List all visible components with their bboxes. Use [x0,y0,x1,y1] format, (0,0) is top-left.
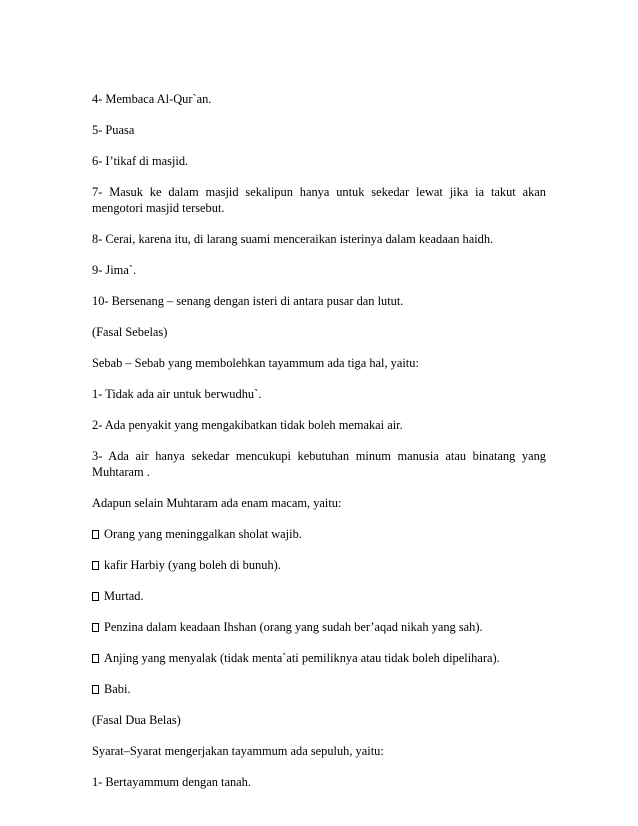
document-body [92,91,546,805]
bullet-box-icon [92,530,99,539]
bullet-item [92,619,546,635]
paragraph: Sebab – Sebab yang membolehkan tayammum ada tiga hal, yaitu: [92,356,419,370]
bullet-text: Penzina dalam keadaan Ihshan (orang yang sudah ber’aqad nikah yang sah). [104,620,483,634]
bullet-box-icon [92,561,99,570]
bullet-box-icon [92,623,99,632]
list-item: 4- Membaca Al-Qur`an. [92,92,212,106]
list-item: 10- Bersenang – senang dengan isteri di antara pusar dan lutut. [92,294,404,308]
paragraph: Adapun selain Muhtaram ada enam macam, yaitu: [92,496,342,510]
bullet-text: Murtad. [104,589,144,603]
list-item: 3- Ada air hanya sekedar mencukupi kebutuhan minum manusia atau binatang yang Muhtaram . [92,449,546,479]
list-item: 1- Bertayammum dengan tanah. [92,775,251,789]
bullet-text: Babi. [104,682,131,696]
bullet-item [92,650,546,666]
list-item: 7- Masuk ke dalam masjid sekalipun hanya untuk sekedar lewat jika ia takut akan mengotori masjid tersebut. [92,185,546,215]
bullet-text: Anjing yang menyalak (tidak menta`ati pemiliknya atau tidak boleh dipelihara). [104,651,500,665]
list-item: 8- Cerai, karena itu, di larang suami menceraikan isterinya dalam keadaan haidh. [92,232,494,246]
list-item: 6- I’tikaf di masjid. [92,154,189,168]
section-heading: (Fasal Dua Belas) [92,713,181,727]
bullet-text: kafir Harbiy (yang boleh di bunuh). [104,558,281,572]
paragraph: Syarat–Syarat mengerjakan tayammum ada sepuluh, yaitu: [92,744,384,758]
list-item: 9- Jima`. [92,263,137,277]
list-item: 5- Puasa [92,123,135,137]
bullet-item [92,588,546,604]
bullet-text: Orang yang meninggalkan sholat wajib. [104,527,302,541]
list-item: 1- Tidak ada air untuk berwudhu`. [92,387,262,401]
bullet-item [92,557,546,573]
bullet-box-icon [92,654,99,663]
section-heading: (Fasal Sebelas) [92,325,168,339]
list-item: 2- Ada penyakit yang mengakibatkan tidak boleh memakai air. [92,418,403,432]
bullet-box-icon [92,592,99,601]
bullet-item [92,681,546,697]
bullet-item [92,526,546,542]
bullet-box-icon [92,685,99,694]
